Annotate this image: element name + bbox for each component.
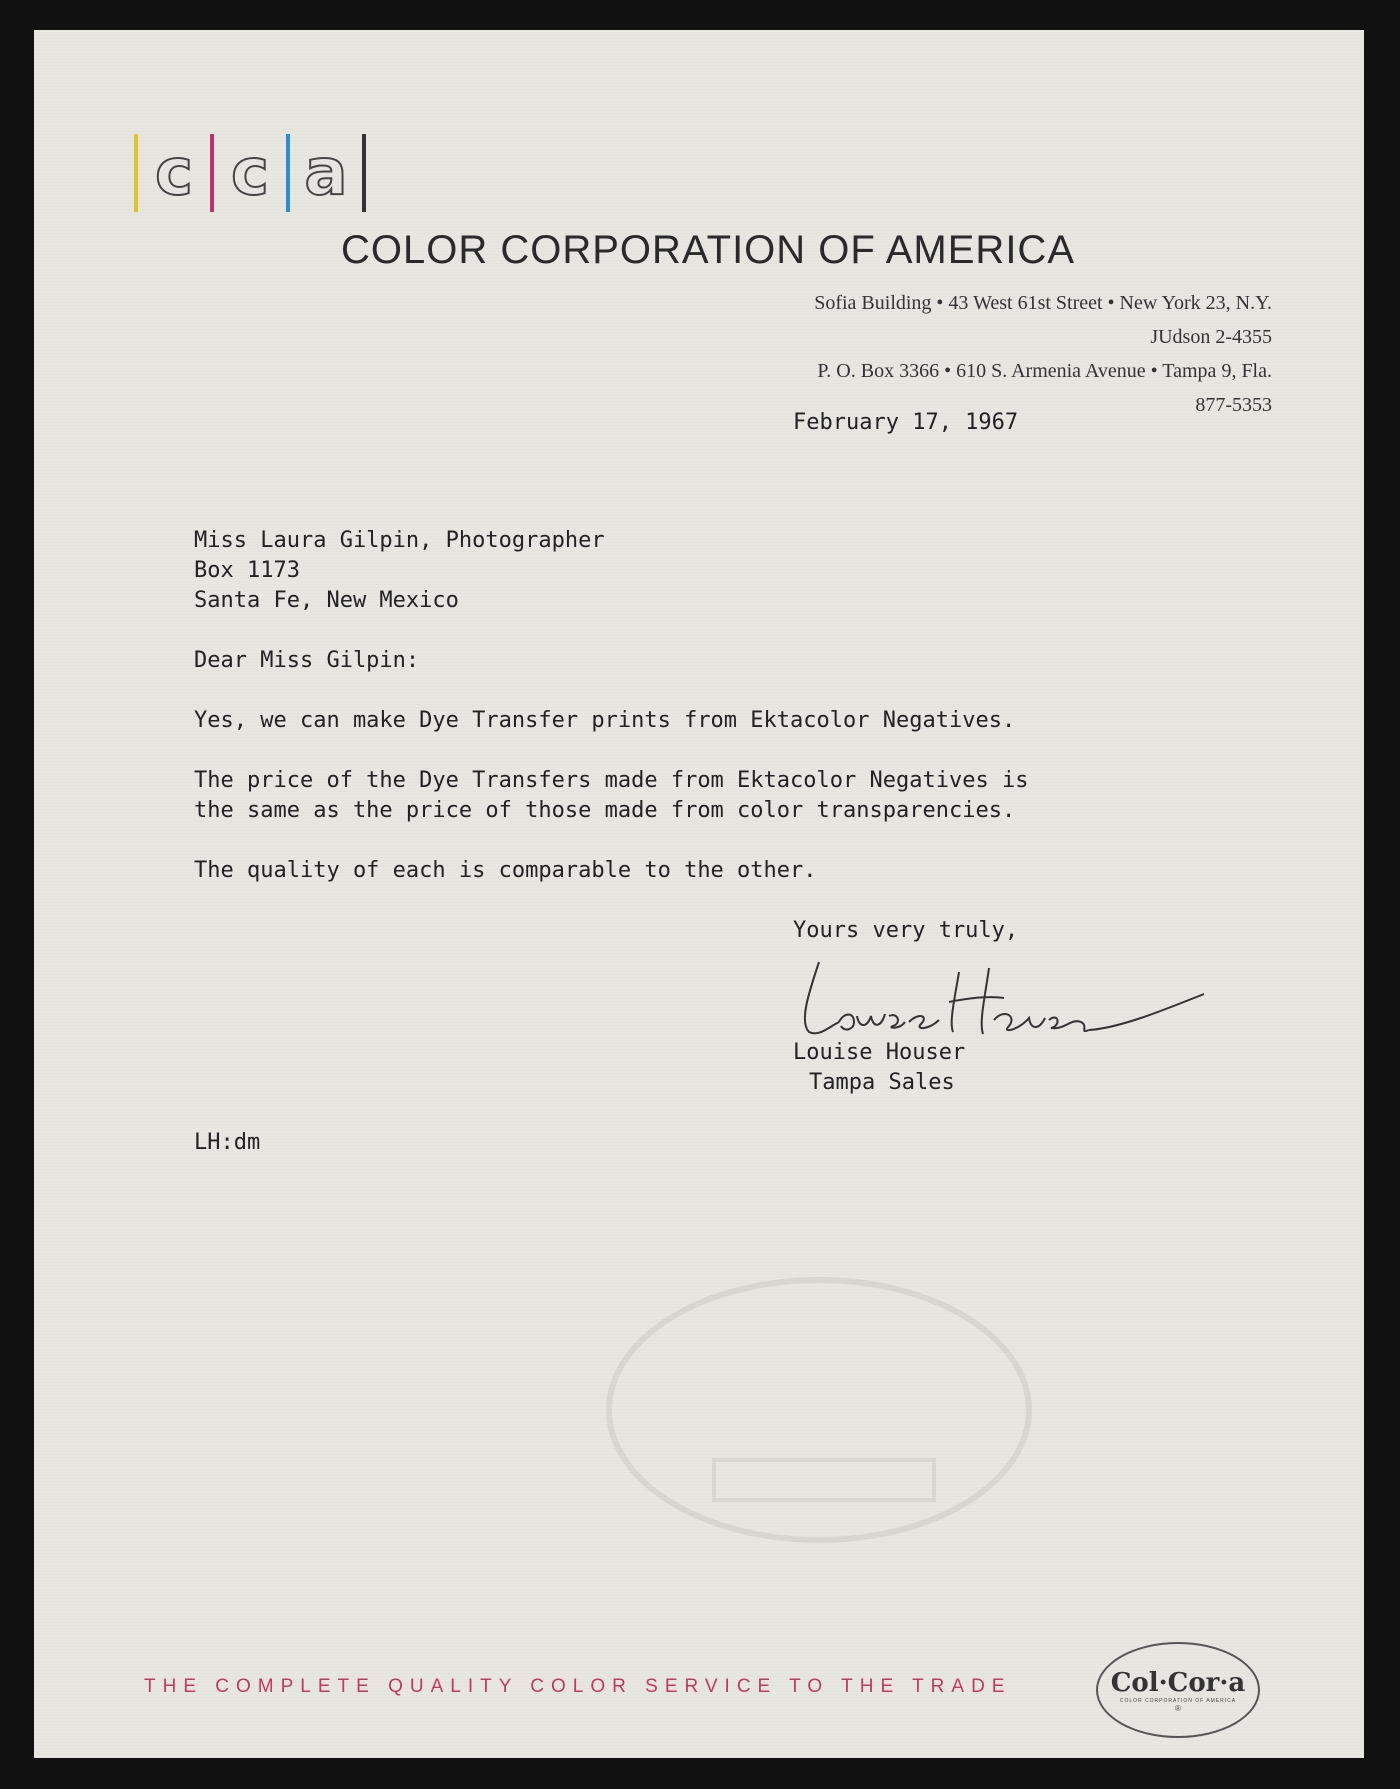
footer-tagline: THE COMPLETE QUALITY COLOR SERVICE TO THE TRADE — [144, 1676, 1012, 1697]
cca-logo — [134, 134, 434, 214]
paragraph: The quality of each is comparable to the other. — [194, 858, 817, 883]
company-name: COLOR CORPORATION OF AMERICA — [341, 228, 1075, 272]
reference-initials: LH:dm — [194, 1130, 261, 1155]
address-tampa: P. O. Box 3366 • 610 S. Armenia Avenue • Tampa 9, Fla. — [817, 360, 1272, 382]
recipient-line: Santa Fe, New Mexico — [194, 588, 459, 613]
logo-bar-black — [362, 134, 366, 212]
handwritten-signature — [789, 942, 1219, 1052]
signer-name: Louise Houser — [793, 1040, 966, 1065]
paper-watermark — [594, 1260, 1044, 1560]
paragraph: The price of the Dye Transfers made from Ektacolor Negatives is the same as the price of those made from color transparencies. — [194, 768, 1029, 823]
phone-new-york: JUdson 2-4355 — [1150, 326, 1272, 348]
recipient-line: Box 1173 — [194, 558, 300, 583]
phone-tampa: 877-5353 — [1195, 394, 1272, 416]
logo-letter-c: c — [155, 136, 193, 210]
colcora-badge — [1096, 1642, 1260, 1738]
salutation: Dear Miss Gilpin: — [194, 648, 420, 673]
logo-letter-a: a — [304, 136, 348, 210]
letter-date: February 17, 1967 — [793, 410, 1019, 435]
letter-page — [34, 30, 1364, 1758]
address-new-york: Sofia Building • 43 West 61st Street • New York 23, N.Y. — [814, 292, 1272, 314]
registered-mark: ® — [1175, 1703, 1181, 1713]
logo-letter-c: c — [231, 136, 269, 210]
recipient-line: Miss Laura Gilpin, Photographer — [194, 528, 605, 553]
closing: Yours very truly, — [793, 918, 1019, 943]
paragraph: Yes, we can make Dye Transfer prints from Ektacolor Negatives. — [194, 708, 1016, 733]
signer-title: Tampa Sales — [809, 1070, 955, 1095]
colcora-badge-subtitle: COLOR CORPORATION OF AMERICA — [1119, 1697, 1237, 1704]
colcora-badge-name: Col·Cor·a — [1110, 1667, 1246, 1698]
